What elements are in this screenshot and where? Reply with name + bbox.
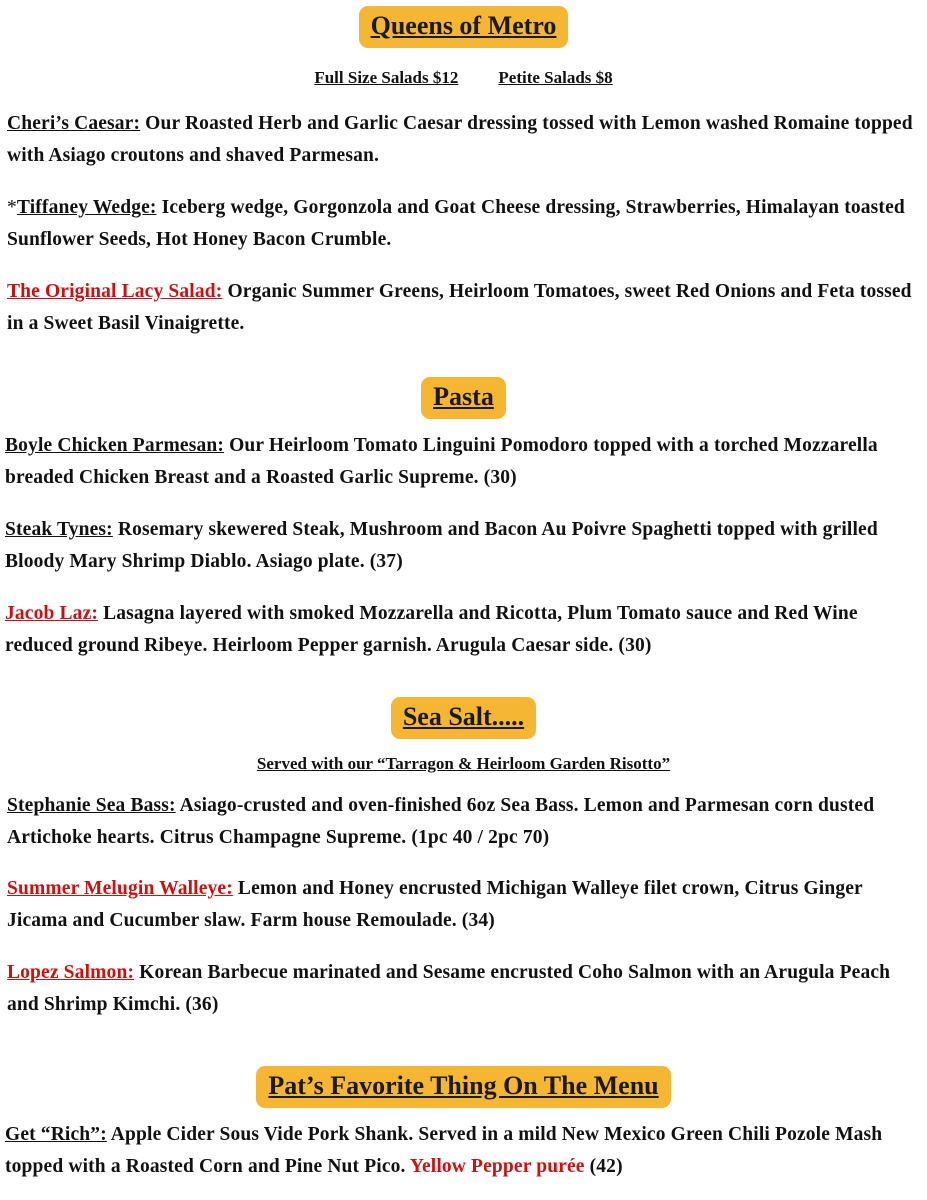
menu-item-jacob-laz (5, 598, 920, 662)
item-name: Boyle Chicken Parmesan: (5, 435, 225, 456)
menu-item-lopez-salmon (7, 957, 922, 1021)
seasalt-subtitle: Served with our “Tarragon & Heirloom Garden Risotto” (256, 754, 671, 773)
menu-item-stephanie-sea-bass (7, 790, 922, 854)
favorite-section-header (0, 1066, 927, 1108)
menu-item-cheris-caesar (7, 108, 922, 172)
item-description: Our Heirloom Tomato Linguini Pomodoro topped with a torched Mozzarella breaded Chicken Breast and a Roasted Garlic Supreme. (30) (5, 435, 878, 488)
item-description: Korean Barbecue marinated and Sesame encrusted Coho Salmon with an Arugula Peach and Shrimp Kimchi. (36) (7, 962, 891, 1015)
menu-item-boyle-chicken-parmesan (5, 430, 920, 494)
item-name: Stephanie Sea Bass: (7, 795, 176, 816)
item-description: Organic Summer Greens, Heirloom Tomatoes, sweet Red Onions and Feta tossed in a Sweet Basil Vinaigrette. (7, 281, 912, 334)
favorite-title: Pat’s Favorite Thing On The Menu (256, 1066, 670, 1108)
item-price: (42) (589, 1156, 623, 1177)
item-description: Our Roasted Herb and Garlic Caesar dressing tossed with Lemon washed Romaine topped with Asiago croutons and shaved Parmesan. (7, 113, 913, 166)
item-name: The Original Lacy Salad: (7, 281, 223, 302)
petite-price: Petite Salads $8 (498, 68, 613, 87)
full-size-price: Full Size Salads $12 (314, 68, 459, 87)
seasalt-section-header (0, 697, 927, 739)
item-description: Rosemary skewered Steak, Mushroom and Bacon Au Poivre Spaghetti topped with grilled Bloody Mary Shrimp Diablo. Asiago plate. (37) (5, 519, 878, 572)
item-name: Summer Melugin Walleye: (7, 878, 233, 899)
item-highlight: Yellow Pepper purée (409, 1156, 585, 1177)
pasta-section-header (0, 377, 927, 419)
seasalt-title: Sea Salt..... (391, 697, 536, 739)
item-name: Tiffaney Wedge: (16, 197, 157, 218)
salads-section-header (0, 6, 927, 48)
menu-item-steak-tynes (5, 514, 920, 578)
item-description: Lasagna layered with smoked Mozzarella and Ricotta, Plum Tomato sauce and Red Wine reduced ground Ribeye. Heirloom Pepper garnish. Arugula Caesar side. (30) (5, 603, 858, 656)
item-name: Jacob Laz: (5, 603, 99, 624)
item-name: Steak Tynes: (5, 519, 113, 540)
item-name: Cheri’s Caesar: (7, 113, 141, 134)
menu-item-tiffaney-wedge (7, 192, 922, 256)
item-description: Iceberg wedge, Gorgonzola and Goat Cheese dressing, Strawberries, Himalayan toasted Sunflower Seeds, Hot Honey Bacon Crumble. (7, 197, 905, 250)
menu-item-get-rich (5, 1119, 920, 1183)
menu-item-original-lacy-salad (7, 276, 922, 340)
salad-prices (0, 68, 927, 88)
salads-title: Queens of Metro (359, 6, 569, 48)
menu-item-summer-melugin-walleye (7, 873, 922, 937)
item-prefix: * (7, 197, 17, 218)
pasta-title: Pasta (421, 377, 506, 419)
item-name: Lopez Salmon: (7, 962, 135, 983)
item-description: Apple Cider Sous Vide Pork Shank. Served in a mild New Mexico Green Chili Pozole Mash topped with a Roasted Corn and Pine Nut Pico. (5, 1124, 883, 1177)
item-description: Lemon and Honey encrusted Michigan Walleye filet crown, Citrus Ginger Jicama and Cucumber slaw. Farm house Remoulade. (34) (7, 878, 863, 931)
item-name: Get “Rich”: (5, 1124, 107, 1145)
item-description: Asiago-crusted and oven-finished 6oz Sea Bass. Lemon and Parmesan corn dusted Artichoke hearts. Citrus Champagne Supreme. (1pc 40 / 2pc 70) (7, 795, 875, 848)
